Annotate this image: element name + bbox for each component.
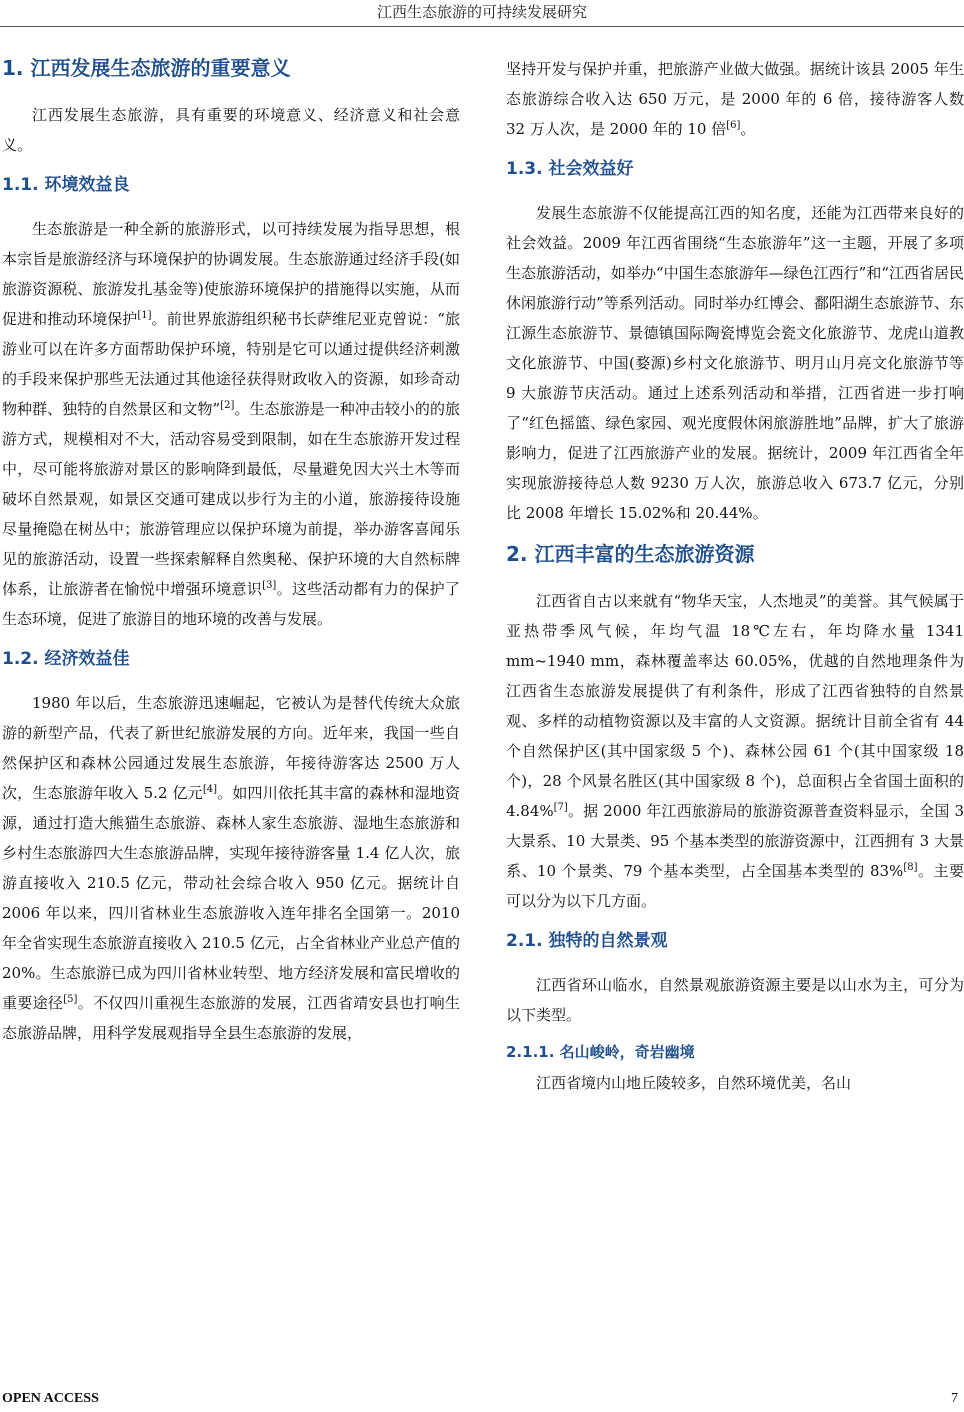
section-2-1-1-paragraph: 江西省境内山地丘陵较多，自然环境优美，名山 <box>536 1074 852 1092</box>
citation-ref: [6] <box>726 120 741 131</box>
section-2-1-paragraph: 江西省环山临水，自然景观旅游资源主要是以山水为主，可分为以下类型。 <box>506 976 964 1024</box>
text-run: 。不仅四川重视生态旅游的发展，江西省靖安县也打响生态旅游品牌，用科学发展观指导全县生态旅游的发展， <box>2 994 460 1042</box>
journal-label: OPEN ACCESS <box>2 1391 99 1406</box>
text-run: 坚持开发与保护并重，把旅游产业做大做强。据统计该县 2005 年生态旅游综合收入达 650 万元，是 2000 年的 6 倍，接待游客人数 32 万人次，是 2000 年的 10 倍 <box>506 60 964 138</box>
citation-ref: [3] <box>262 580 277 591</box>
citation-ref: [7] <box>553 802 568 813</box>
section-1-paragraph: 江西发展生态旅游，具有重要的环境意义、经济意义和社会意义。 <box>2 106 460 154</box>
page-number: 7 <box>951 1391 958 1406</box>
page-footer <box>0 1386 964 1412</box>
section-1-2-heading: 1.2. 经济效益佳 <box>2 649 130 669</box>
text-run: 。据 2000 年江西旅游局的旅游资源普查资料显示，全国 3 大景系、10 大景类、95 个基本类型的旅游资源中，江西拥有 3 大景系、10 个景类、79 个基本类型，占全国基本类型的 83% <box>506 802 964 880</box>
text-run: 。如四川依托其丰富的森林和湿地资源，通过打造大熊猫生态旅游、森林人家生态旅游、湿地生态旅游和乡村生态旅游四大生态旅游品牌，实现年接待游客量 1.4 亿人次，旅游直接收入 210.5 亿元，带动社会综合收入 950 亿元。据统计自 2006 年以来，四川省林业生态旅游收入连年排名全国第一。2010 年全省实现生态旅游直接收入 210.5 亿元，占全省林业产业总产值的 20%。生态旅游已成为四川省林业转型、地方经济发展和富民增收的重要途径 <box>2 784 460 1012</box>
text-run: 生态旅游是一种全新的旅游形式，以可持续发展为指导思想，根本宗旨是旅游经济与环境保护的协调发展。生态旅游通过经济手段(如旅游资源税、旅游发扎基金等)使旅游环境保护的措施得以实施，从而促进和推动环境保护 <box>2 220 460 328</box>
citation-ref: [4] <box>202 784 217 795</box>
text-run: 1980 年以后，生态旅游迅速崛起，它被认为是替代传统大众旅游的新型产品，代表了新世纪旅游发展的方向。近年来，我国一些自然保护区和森林公园通过发展生态旅游，年接待游客达 2500 万人次，生态旅游年收入 5.2 亿元 <box>2 694 460 802</box>
citation-ref: [1] <box>137 310 152 321</box>
left-column <box>2 54 460 1056</box>
text-run: 。生态旅游是一种冲击较小的的旅游方式，规模相对不大，活动容易受到限制，如在生态旅游开发过程中，尽可能将旅游对景区的影响降到最低，尽量避免因大兴土木等而破坏自然景观，如景区交通可建成以步行为主的小道，旅游接待设施尽量掩隐在树丛中；旅游管理应以保护环境为前提，举办游客喜闻乐见的旅游活动，设置一些探索解释自然奥秘、保护环境的大自然标牌体系，让旅游者在愉悦中增强环境意识 <box>2 400 460 598</box>
section-1-3-paragraph: 发展生态旅游不仅能提高江西的知名度，还能为江西带来良好的社会效益。2009 年江西省围绕“生态旅游年”这一主题，开展了多项生态旅游活动，如举办“中国生态旅游年—绿色江西行”和“江西省居民休闲旅游行动”等系列活动。同时举办红博会、鄱阳湖生态旅游节、东江源生态旅游节、景德镇国际陶瓷博览会瓷文化旅游节、龙虎山道教文化旅游节、中国(婺源)乡村文化旅游节、明月山月亮文化旅游节等 9 大旅游节庆活动。通过上述系列活动和举措，江西省进一步打响了“红色摇篮、绿色家园、观光度假休闲旅游胜地”品牌，扩大了旅游影响力，促进了江西旅游产业的发展。据统计，2009 年江西省全年实现旅游接待总人数 9230 万人次，旅游总收入 673.7 亿元，分别比 2008 年增长 15.02%和 20.44%。 <box>506 204 964 522</box>
citation-ref: [8] <box>903 862 918 873</box>
section-1-3-heading: 1.3. 社会效益好 <box>506 159 634 179</box>
section-2-1-1-heading: 2.1.1. 名山峻岭，奇岩幽境 <box>506 1043 695 1061</box>
continued-paragraph <box>506 54 964 144</box>
section-1-2-paragraph <box>2 688 460 1048</box>
text-run: 。这些活动都有力的保护了生态环境，促进了旅游目的地环境的改善与发展。 <box>2 580 460 628</box>
section-1-1-heading: 1.1. 环境效益良 <box>2 175 130 195</box>
section-1-heading: 1. 江西发展生态旅游的重要意义 <box>2 56 291 80</box>
text-run: 。主要可以分为以下几方面。 <box>506 862 964 910</box>
header-divider <box>0 26 964 27</box>
running-header <box>0 0 964 26</box>
citation-ref: [5] <box>63 994 78 1005</box>
section-2-1-heading: 2.1. 独特的自然景观 <box>506 931 668 951</box>
running-header-title: 江西生态旅游的可持续发展研究 <box>376 3 587 21</box>
section-2-heading: 2. 江西丰富的生态旅游资源 <box>506 542 755 566</box>
section-1-1-paragraph <box>2 214 460 634</box>
text-run: 江西省自古以来就有“物华天宝，人杰地灵”的美誉。其气候属于亚热带季风气候，年均气温 18℃左右，年均降水量 1341 mm~1940 mm，森林覆盖率达 60.05%，优越的自然地理条件为江西省生态旅游发展提供了有利条件，形成了江西省独特的自然景观、多样的动植物资源以及丰富的人文资源。据统计目前全省有 44 个自然保护区(其中国家级 5 个)、森林公园 61 个(其中国家级 18 个)，28 个风景名胜区(其中国家级 8 个)，总面积占全省国土面积的 4.84% <box>506 592 964 820</box>
text-run: 。 <box>740 120 756 138</box>
right-column <box>506 54 964 1106</box>
citation-ref: [2] <box>220 400 235 411</box>
section-2-paragraph <box>506 586 964 916</box>
text-run: 。前世界旅游组织秘书长萨维尼亚克曾说：“旅游业可以在许多方面帮助保护环境，特别是它可以通过提供经济刺激的手段来保护那些无法通过其他途径获得财政收入的资源，如珍奇动物种群、独特的自然景区和文物” <box>2 310 460 418</box>
